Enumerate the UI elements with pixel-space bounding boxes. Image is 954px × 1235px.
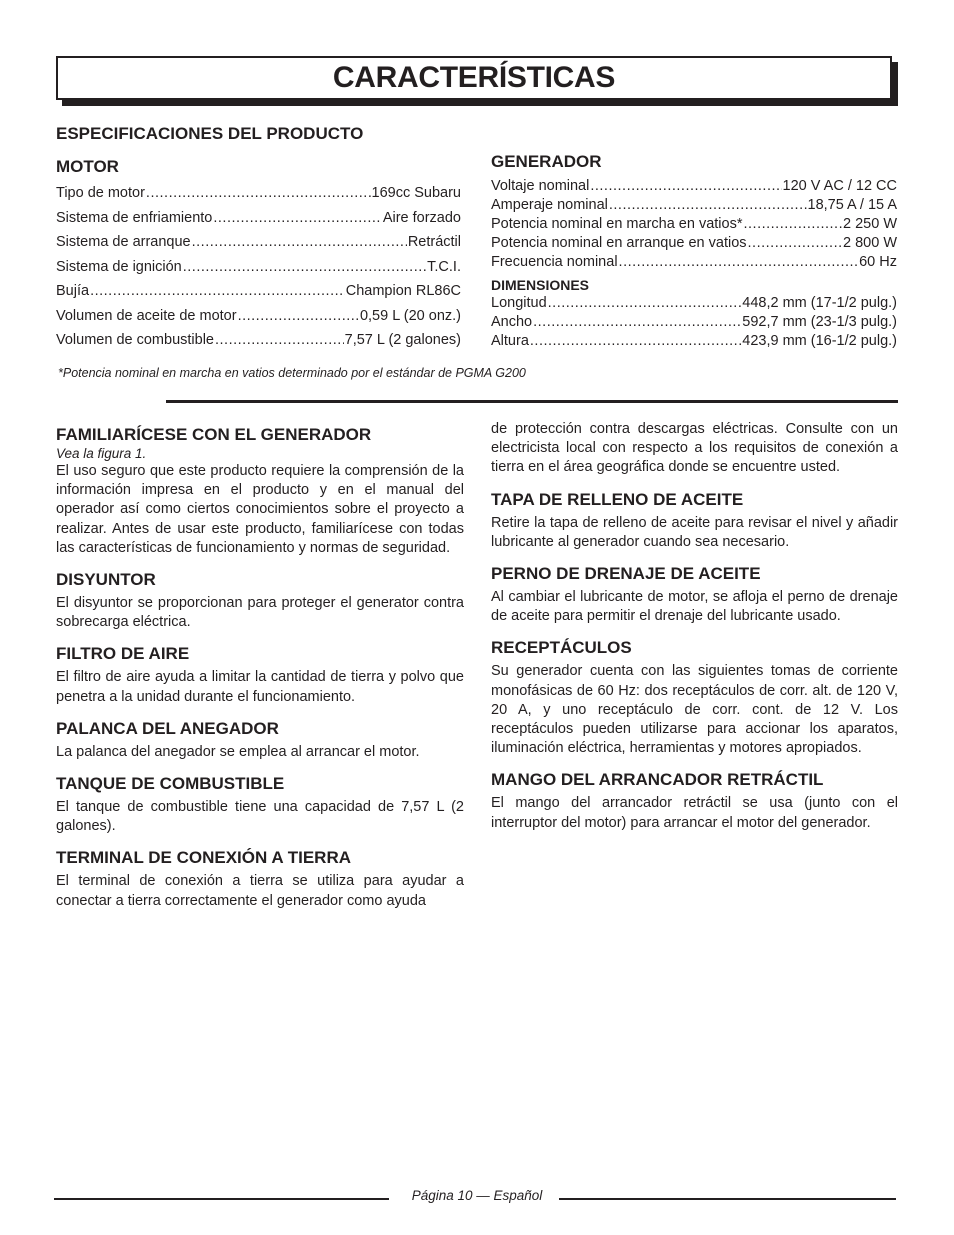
section-familiaricese [56, 425, 464, 558]
generador-spec-row [491, 253, 897, 272]
section-text: Al cambiar el lubricante de motor, se afloja el perno de drenaje de aceite para permitir el drenaje del lubricante usado. [491, 589, 898, 625]
spec-value: T.C.I. [427, 258, 461, 275]
spec-label: Frecuencia nominal [491, 254, 618, 270]
motor-spec-row [56, 328, 461, 353]
section-mango-arrancador [491, 770, 898, 832]
spec-value: 448,2 mm (17-1/2 pulg.) [742, 295, 897, 311]
section-palanca-del-anegador [56, 719, 464, 762]
motor-spec-list [56, 181, 461, 353]
section-heading: TAPA DE RELLENO DE ACEITE [491, 489, 744, 509]
section-tapa-relleno-aceite [491, 490, 898, 552]
generador-spec-row [491, 234, 897, 253]
spec-value: 2 800 W [843, 235, 897, 251]
spec-label: Potencia nominal en marcha en vatios* [491, 216, 743, 232]
spec-label: Bujía [56, 283, 90, 299]
spec-value: Aire forzado [382, 209, 461, 226]
page-footer: Página 10 — Español [411, 1188, 543, 1203]
spec-label: Tipo de motor [56, 185, 145, 201]
generador-spec-row [491, 196, 897, 215]
motor-heading: MOTOR [56, 157, 119, 176]
section-text: de protección contra descargas eléctricas. Consulte con un electricista local con respecto a los requisitos de conexión a tierra en el área geográfica donde se encuentre usted. [491, 421, 898, 476]
spec-label: Amperaje nominal [491, 197, 608, 213]
section-text: El terminal de conexión a tierra se utiliza para ayudar a conectar a tierra correctamente el generador como ayuda [56, 873, 464, 909]
section-tanque-de-combustible [56, 774, 464, 836]
section-divider [166, 400, 898, 403]
section-heading: DISYUNTOR [56, 570, 156, 590]
spec-value: Champion RL86C [345, 283, 461, 299]
page-title: CARACTERÍSTICAS [332, 61, 616, 94]
spec-value: 592,7 mm (23-1/3 pulg.) [742, 314, 897, 330]
section-text: El uso seguro que este producto requiere la comprensión de la información impresa en el producto y en el manual del operador así como ciertos conocimientos sobre el proyecto a realizar. Antes de usar este producto, familiarícese con todas las características de funcionamiento y normas de seguridad. [56, 463, 464, 556]
spec-label: Voltaje nominal [491, 178, 590, 194]
section-text: Retire la tapa de relleno de aceite para revisar el nivel y añadir lubricante al generador cuando sea necesario. [491, 514, 898, 550]
section-terminal-tierra [56, 848, 464, 910]
spec-label: Sistema de enfriamiento [56, 209, 213, 226]
motor-spec-row [56, 279, 461, 304]
spec-value: 0,59 L (20 onz.) [359, 307, 461, 324]
spec-value: 423,9 mm (16-1/2 pulg.) [742, 333, 897, 349]
section-receptaculos [491, 638, 898, 758]
section-disyuntor [56, 570, 464, 632]
section-heading: TERMINAL DE CONEXIÓN A TIERRA [56, 848, 351, 868]
motor-spec-row [56, 255, 461, 280]
section-heading: PERNO DE DRENAJE DE ACEITE [491, 564, 761, 584]
motor-spec-row [56, 206, 461, 231]
section-heading: PALANCA DEL ANEGADOR [56, 718, 279, 738]
spec-label: Ancho [491, 314, 533, 330]
section-text: La palanca del anegador se emplea al arrancar el motor. [56, 743, 420, 760]
section-text: El tanque de combustible tiene una capacidad de 7,57 L (2 galones). [56, 799, 464, 835]
section-text: El disyuntor se proporcionan para proteger el generator contra sobrecarga eléctrica. [56, 595, 464, 631]
section-text: Su generador cuenta con las siguientes tomas de corriente monofásicas de 60 Hz: dos receptáculos de corr. alt. de 120 V, 20 A, y uno receptáculo de corr. cont. de 12 V. Los receptáculos pueden utilizarse para accionar los aparatos, iluminación eléctrica, herramientas y motores apropiados. [491, 663, 898, 757]
generador-spec-row [491, 215, 897, 234]
generador-spec-list [491, 177, 897, 351]
spec-value: 169cc Subaru [371, 185, 461, 201]
spec-value: 120 V AC / 12 CC [782, 178, 897, 194]
spec-label: Altura [491, 333, 529, 349]
spec-value: 60 Hz [859, 254, 897, 270]
motor-spec-row [56, 230, 461, 255]
generador-spec-row [491, 177, 897, 196]
section-text: El mango del arrancador retráctil se usa (junto con el interruptor del motor) para arrancar el motor del generador. [491, 795, 898, 831]
spec-label: Volumen de aceite de motor [56, 307, 237, 324]
motor-spec-row [56, 304, 461, 329]
figure-reference: Vea la figura 1. [56, 446, 147, 461]
spec-label: Potencia nominal en arranque en vatios [491, 235, 747, 251]
spec-value: Retráctil [407, 234, 461, 250]
motor-spec-row [56, 181, 461, 206]
right-column [491, 420, 898, 845]
spec-value: 2 250 W [843, 216, 897, 232]
section-heading: TANQUE DE COMBUSTIBLE [56, 774, 285, 794]
specs-heading: ESPECIFICACIONES DEL PRODUCTO [56, 124, 364, 143]
section-heading: FAMILIARÍCESE CON EL GENERADOR [56, 425, 372, 444]
section-terminal-tierra-continued [491, 420, 898, 478]
dimension-row [491, 313, 897, 332]
spec-value: 7,57 L (2 galones) [344, 332, 461, 348]
dimension-row [491, 332, 897, 351]
section-heading: FILTRO DE AIRE [56, 644, 190, 664]
section-filtro-de-aire [56, 644, 464, 706]
spec-label: Sistema de ignición [56, 258, 182, 275]
section-heading: RECEPTÁCULOS [491, 638, 632, 658]
left-column [56, 425, 464, 923]
generador-heading: GENERADOR [491, 152, 602, 171]
footnote: *Potencia nominal en marcha en vatios determinado por el estándar de PGMA G200 [58, 366, 526, 380]
section-heading: MANGO DEL ARRANCADOR RETRÁCTIL [491, 770, 824, 790]
spec-label: Longitud [491, 295, 547, 311]
page-title-box [56, 56, 892, 100]
dimension-row [491, 294, 897, 313]
section-perno-drenaje-aceite [491, 564, 898, 626]
spec-label: Volumen de combustible [56, 332, 214, 348]
section-text: El filtro de aire ayuda a limitar la cantidad de tierra y polvo que penetra a la unidad durante el funcionamiento. [56, 669, 464, 705]
spec-label: Sistema de arranque [56, 234, 191, 250]
dimensiones-heading: DIMENSIONES [491, 277, 590, 293]
spec-value: 18,75 A / 15 A [807, 197, 897, 213]
